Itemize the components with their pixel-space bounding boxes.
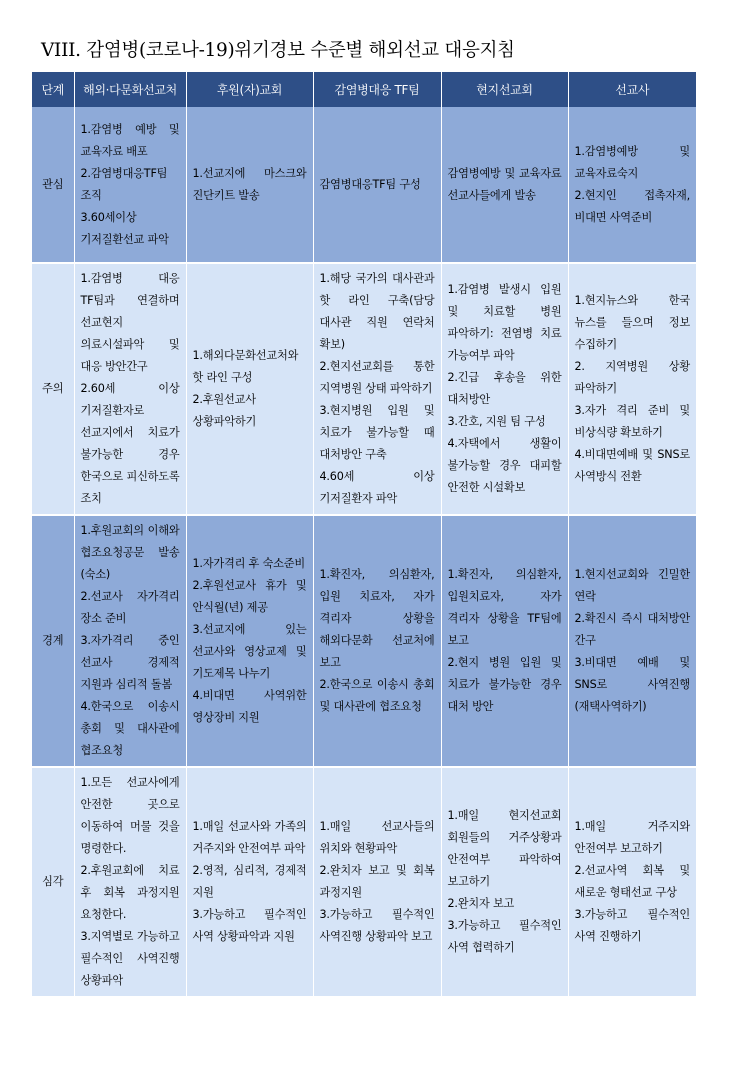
- header-stage: 단계: [32, 72, 74, 107]
- table-row-caution: [32, 263, 696, 515]
- table-row-attention: [32, 107, 696, 263]
- table-cell: 1.선교지에 마스크와 진단키트 발송: [186, 107, 313, 263]
- stage-label: 경계: [32, 515, 74, 767]
- table-cell: 1.감염병 대응 TF팀과 연결하며 선교현지 의료시설파악 및 대응 방안간구 2.60세 이상 기저질환자로 선교지에서 치료가 불가능한 경우 한국으로 피신하도록 조치: [74, 263, 186, 515]
- table-cell: 1.현지선교회와 긴밀한 연락 2.확진시 즉시 대처방안 간구 3.비대면 예배 및 SNS로 사역진행(재택사역하기): [568, 515, 696, 767]
- table-cell: 1.감염병예방 및 교육자료숙지 2.현지인 접촉자재, 비대면 사역준비: [568, 107, 696, 263]
- header-local-mission: 현지선교회: [441, 72, 568, 107]
- table-cell: 1.매일 선교사들의 위치와 현황파악 2.완치자 보고 및 회복 과정지원 3.가능하고 필수적인 사역진행 상황파악 보고: [313, 767, 441, 996]
- table-cell: 1.매일 선교사와 가족의 거주지와 안전여부 파악 2.영적, 심리적, 경제적 지원 3.가능하고 필수적인 사역 상황파악과 지원: [186, 767, 313, 996]
- table-cell: 1.모든 선교사에게 안전한 곳으로 이동하여 머물 것을 명령한다. 2.후원교회에 치료 후 회복 과정지원 요청한다. 3.지역별로 가능하고 필수적인 사역진행 상황파악: [74, 767, 186, 996]
- table-row-serious: [32, 767, 696, 996]
- table-cell: 1.해당 국가의 대사관과 핫 라인 구축(담당 대사관 직원 연락처 확보) 2.현지선교회를 통한 지역병원 상태 파악하기 3.현지병원 입원 및 치료가 불가능할 때 대처방안 구축 4.60세 이상 기저질환자 파악: [313, 263, 441, 515]
- table-cell: 1.자가격리 후 숙소준비 2.후원선교사 휴가 및 안식월(년) 제공 3.선교지에 있는 선교사와 영상교제 및 기도제목 나누기 4.비대면 사역위한 영상장비 지원: [186, 515, 313, 767]
- table-cell: 1.현지뉴스와 한국 뉴스를 들으며 정보 수집하기 2. 지역병원 상황 파악하기 3.자가 격리 준비 및 비상식량 확보하기 4.비대면예배 및 SNS로 사역방식 전환: [568, 263, 696, 515]
- table-cell: 감염병예방 및 교육자료 선교사들에게 발송: [441, 107, 568, 263]
- table-cell: 1.해외다문화선교처와 핫 라인 구성 2.후원선교사 상황파악하기: [186, 263, 313, 515]
- stage-label: 주의: [32, 263, 74, 515]
- table-cell: 1.매일 거주지와 안전여부 보고하기 2.선교사역 회복 및 새로운 형태선교 구상 3.가능하고 필수적인 사역 진행하기: [568, 767, 696, 996]
- document-title: VIII. 감염병(코로나-19)위기경보 수준별 해외선교 대응지침: [41, 40, 515, 61]
- table-cell: 1.확진자, 의심환자, 입원 치료자, 자가 격리자 상황을 해외다문화 선교처에 보고 2.한국으로 이송시 총회 및 대사관에 협조요청: [313, 515, 441, 767]
- header-tf-team: 감염병대응 TF팀: [313, 72, 441, 107]
- header-overseas-multicultural-mission: 해외·다문화선교처: [74, 72, 186, 107]
- table-header-row: [32, 72, 696, 107]
- stage-label: 관심: [32, 107, 74, 263]
- table-cell: 1.후원교회의 이해와 협조요청공문 발송(숙소) 2.선교사 자가격리 장소 준비 3.자가격리 중인 선교사 경제적 지원과 심리적 돌봄 4.한국으로 이송시 총회 및 대사관에 협조요청: [74, 515, 186, 767]
- table-row-alert: [32, 515, 696, 767]
- table-cell: 1.매일 현지선교회 회원들의 거주상황과 안전여부 파악하여 보고하기 2.완치자 보고 3.가능하고 필수적인 사역 협력하기: [441, 767, 568, 996]
- table-cell: 1.감염병 예방 및 교육자료 배포 2.감염병대응TF팀 조직 3.60세이상 기저질환선교 파악: [74, 107, 186, 263]
- table-cell: 1.감염병 발생시 입원 및 치료할 병원 파악하기: 전염병 치료 가능여부 파악 2.긴급 후송을 위한 대처방안 3.간호, 지원 팀 구성 4.자택에서 생활이 불가능할 경우 대피할 안전한 시설확보: [441, 263, 568, 515]
- table-cell: 1.확진자, 의심환자, 입원치료자, 자가 격리자 상황을 TF팀에 보고 2.현지 병원 입원 및 치료가 불가능한 경우 대처 방안: [441, 515, 568, 767]
- header-missionary: 선교사: [568, 72, 696, 107]
- stage-label: 심각: [32, 767, 74, 996]
- header-supporting-church: 후원(자)교회: [186, 72, 313, 107]
- response-guideline-table: [32, 72, 696, 996]
- table-cell: 감염병대응TF팀 구성: [313, 107, 441, 263]
